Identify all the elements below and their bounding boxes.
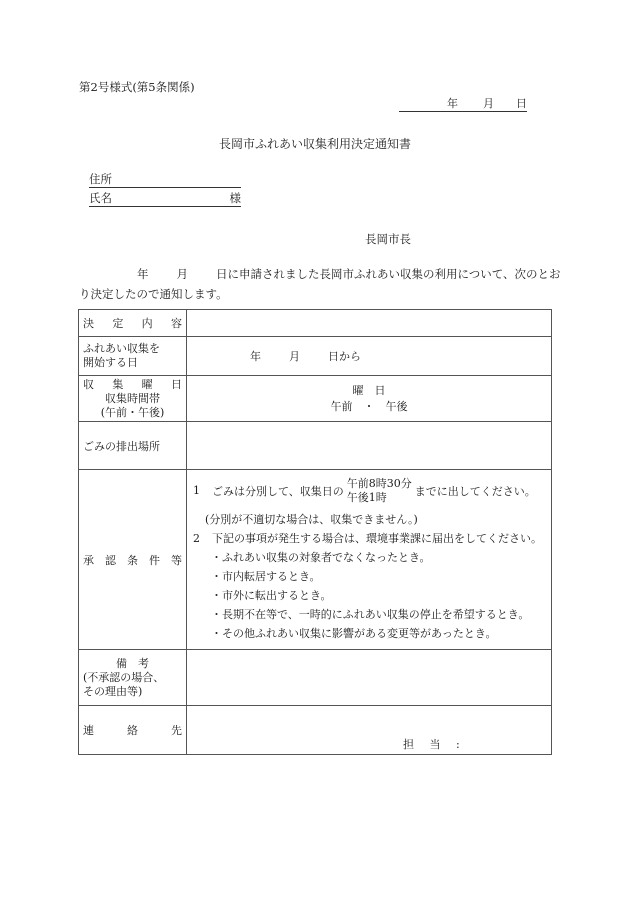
label-char: 容 <box>170 317 182 330</box>
label-line: (不承認の場合、 <box>83 670 165 684</box>
body-line1-rest: 日に申請されました長岡市ふれあい収集の利用について、次のとお <box>216 267 561 281</box>
honorific: 様 <box>229 191 241 205</box>
label-line: (午前・午後) <box>100 405 165 419</box>
label-char: 等 <box>171 553 182 567</box>
form-number: 第2号様式(第5条関係) <box>79 80 195 94</box>
item2-text: 下記の事項が発生する場合は、環境事業課に届出をしてください。 <box>212 531 542 545</box>
row-decision <box>79 310 552 337</box>
contact-value[interactable] <box>187 706 552 755</box>
label-line: ふれあい収集を <box>83 342 160 355</box>
label-char: 絡 <box>127 724 138 737</box>
label-char: 収 <box>83 377 94 391</box>
item-number: 2 <box>193 531 200 545</box>
time-am: 午前8時30分 <box>346 476 412 490</box>
label-line: 収集時間帯 <box>105 391 160 405</box>
start-month: 月 <box>289 350 300 363</box>
decision-value[interactable] <box>187 310 552 337</box>
body-year: 年 <box>137 267 149 281</box>
start-date-label <box>79 337 187 376</box>
item1-text: ごみは分別して、収集日の <box>212 484 344 498</box>
condition-item-2 <box>193 529 551 548</box>
label-char: 件 <box>149 553 160 567</box>
location-label <box>79 422 187 470</box>
label-char: 曜 <box>141 377 153 391</box>
label-line: その理由等) <box>83 684 143 698</box>
bullet-item: ・市内転居するとき。 <box>211 569 321 583</box>
row-contact <box>79 706 552 755</box>
label-text: ごみの排出場所 <box>83 439 160 453</box>
time-pm: 午後1時 <box>346 490 387 504</box>
location-value[interactable] <box>187 422 552 470</box>
name-field[interactable] <box>89 191 241 207</box>
row-schedule <box>79 376 552 422</box>
schedule-label <box>79 376 187 422</box>
start-day: 日から <box>328 350 361 363</box>
row-location <box>79 422 552 470</box>
issue-date-field[interactable] <box>399 97 527 112</box>
remarks-label <box>79 650 187 706</box>
address-field[interactable] <box>89 172 241 188</box>
contact-label <box>79 706 187 755</box>
date-month: 月 <box>483 97 494 110</box>
name-label: 氏名 <box>89 191 112 205</box>
bullet-item: ・市外に転出するとき。 <box>211 588 332 602</box>
label-char: 承 <box>83 553 94 567</box>
label-char: 条 <box>127 553 138 567</box>
item-number: 1 <box>193 484 200 497</box>
document-title: 長岡市ふれあい収集利用決定通知書 <box>218 137 411 151</box>
body-line2: り決定したので通知します。 <box>79 287 228 301</box>
label-char: 日 <box>170 377 182 391</box>
label-char: 決 <box>83 317 94 330</box>
bullet-item: ・長期不在等で、一時的にふれあい収集の停止を希望するとき。 <box>211 607 530 621</box>
row-conditions <box>79 470 552 650</box>
row-start-date <box>79 337 552 376</box>
item1-note: (分別が不適切な場合は、収集できません。) <box>205 512 418 526</box>
conditions-value <box>187 470 552 650</box>
date-year: 年 <box>447 97 458 110</box>
label-char: 定 <box>112 317 124 330</box>
address-label: 住所 <box>89 172 112 186</box>
weekday-field: 曜 日 <box>352 383 386 397</box>
body-month: 月 <box>176 267 188 281</box>
bullet-item: ・その他ふれあい収集に影響がある変更等があったとき。 <box>211 626 497 640</box>
notice-body <box>79 264 561 304</box>
sender: 長岡市長 <box>365 232 411 246</box>
ampm-field: 午前 ・ 午後 <box>330 399 408 413</box>
label-char: 先 <box>171 724 182 737</box>
item1-text-post: までに出してください。 <box>414 484 536 498</box>
condition-item-1 <box>193 476 551 506</box>
schedule-value[interactable] <box>187 376 552 422</box>
label-char: 連 <box>83 724 94 737</box>
collection-times <box>347 477 412 505</box>
bullet-item: ・ふれあい収集の対象者でなくなったとき。 <box>211 550 431 564</box>
label-char: 集 <box>112 377 124 391</box>
date-day: 日 <box>516 97 527 110</box>
label-char: 認 <box>105 553 116 567</box>
label-char: 内 <box>141 317 153 330</box>
label-line: 備 考 <box>116 656 149 670</box>
start-year: 年 <box>250 350 261 363</box>
person-in-charge-label: 担 当 : <box>403 738 466 751</box>
conditions-label <box>79 470 187 650</box>
decision-table <box>78 309 552 755</box>
row-remarks <box>79 650 552 706</box>
start-date-value[interactable] <box>187 337 552 376</box>
remarks-value[interactable] <box>187 650 552 706</box>
decision-label <box>79 310 187 337</box>
label-line: 開始する日 <box>83 356 138 369</box>
